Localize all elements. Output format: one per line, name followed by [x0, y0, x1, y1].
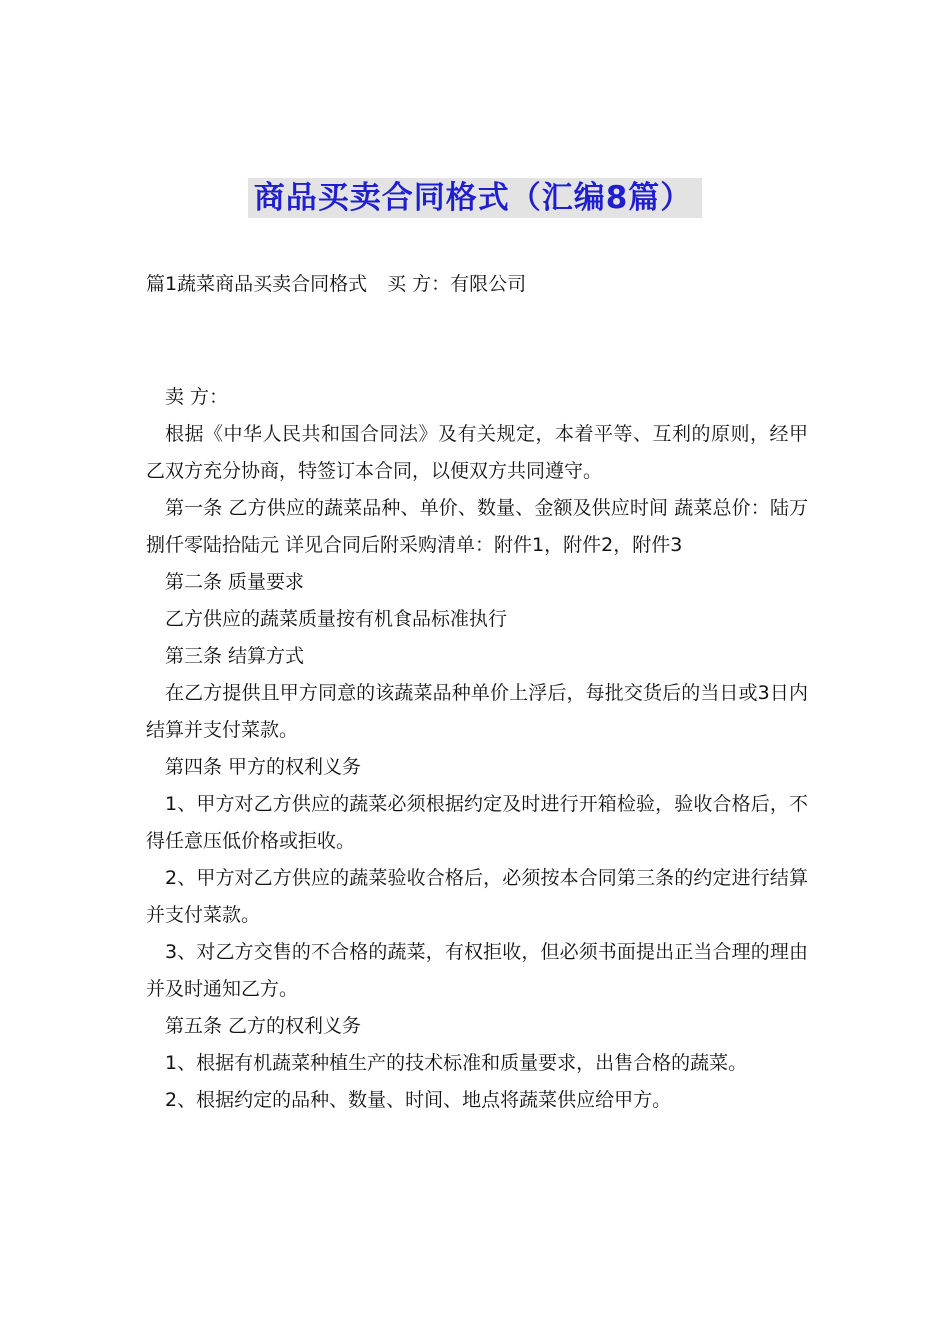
paragraph-article-4-item-3: 3、对乙方交售的不合格的蔬菜，有权拒收，但必须书面提出正当合理的理由并及时通知乙方。 — [146, 941, 808, 1000]
paragraph-article-4-item-1: 1、甲方对乙方供应的蔬菜必须根据约定及时进行开箱检验，验收合格后，不得任意压低价格或拒收。 — [146, 793, 808, 852]
section-label: 篇1蔬菜商品买卖合同格式 — [146, 273, 368, 295]
paragraph-article-3-body: 在乙方提供且甲方同意的该蔬菜品种单价上浮后，每批交货后的当日或3日内结算并支付菜款。 — [146, 682, 808, 741]
paragraph-article-5-item-2: 2、根据约定的品种、数量、时间、地点将蔬菜供应给甲方。 — [165, 1089, 672, 1111]
paragraph-article-5-item-1: 1、根据有机蔬菜种植生产的技术标准和质量要求，出售合格的蔬菜。 — [165, 1052, 748, 1074]
title-container — [0, 178, 950, 218]
paragraph-article-4-heading: 第四条 甲方的权利义务 — [165, 756, 362, 778]
paragraph-preamble: 根据《中华人民共和国合同法》及有关规定，本着平等、互利的原则，经甲乙双方充分协商，特签订本合同，以便双方共同遵守。 — [146, 423, 808, 482]
paragraph-article-1: 第一条 乙方供应的蔬菜品种、单价、数量、金额及供应时间 蔬菜总价：陆万捌仟零陆拾陆元 详见合同后附采购清单：附件1，附件2，附件3 — [146, 497, 808, 556]
paragraph-article-3-heading: 第三条 结算方式 — [165, 645, 305, 667]
paragraph-seller: 卖 方： — [165, 386, 229, 408]
paragraph-article-5-heading: 第五条 乙方的权利义务 — [165, 1015, 362, 1037]
paragraph-article-4-item-2: 2、甲方对乙方供应的蔬菜验收合格后，必须按本合同第三条的约定进行结算并支付菜款。 — [146, 867, 808, 926]
section-heading — [146, 270, 526, 298]
document-title: 商品买卖合同格式（汇编8篇） — [248, 178, 703, 218]
paragraph-article-2-body: 乙方供应的蔬菜质量按有机食品标准执行 — [165, 608, 508, 630]
buyer-line: 买 方：有限公司 — [387, 273, 527, 295]
paragraph-article-2-heading: 第二条 质量要求 — [165, 571, 305, 593]
contract-body — [146, 379, 808, 1119]
